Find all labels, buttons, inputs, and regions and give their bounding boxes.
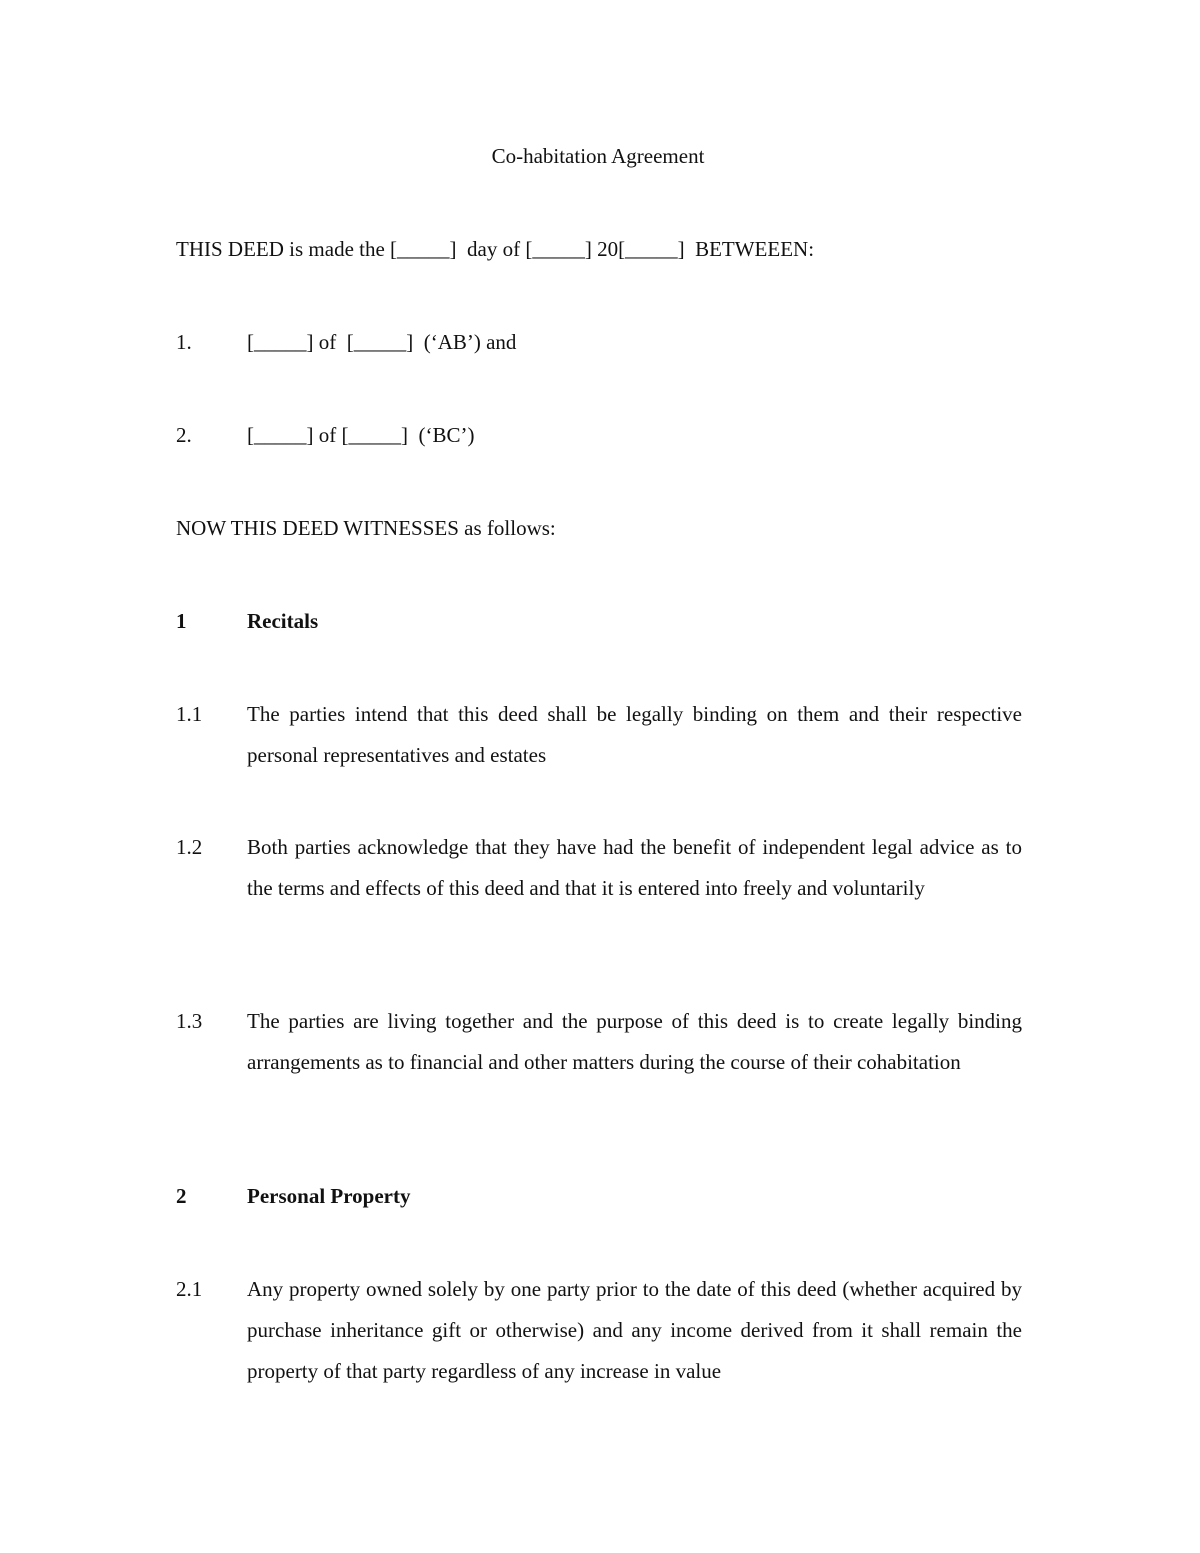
section-2-number: 2	[176, 1184, 187, 1208]
section-2-heading: Personal Property	[247, 1184, 411, 1208]
document-title: Co-habitation Agreement	[491, 144, 705, 168]
clause-1-2-text: Both parties acknowledge that they have had the benefit of independent legal advice as to the terms and effects of this deed and that it is entered into freely and voluntarily	[247, 835, 1022, 900]
clause-2-1-text: Any property owned solely by one party prior to the date of this deed (whether acquired by purchase inheritance gift or otherwise) and any income derived from it shall remain the property of that party regardless of any increase in value	[247, 1277, 1022, 1383]
witnesses-line: NOW THIS DEED WITNESSES as follows:	[176, 516, 556, 540]
clause-1-3-number: 1.3	[176, 1009, 203, 1033]
section-1-heading: Recitals	[247, 609, 319, 633]
clause-1-1-text: The parties intend that this deed shall be legally binding on them and their respective personal representatives and estates	[247, 702, 1022, 767]
clause-2-1-number: 2.1	[176, 1277, 203, 1301]
clause-1-1-number: 1.1	[176, 702, 203, 726]
deed-intro: THIS DEED is made the [_____] day of [_____] 20[_____] BETWEEEN:	[176, 237, 815, 261]
party-1-text: [_____] of [_____] (‘AB’) and	[247, 330, 517, 354]
clause-1-2-number: 1.2	[176, 835, 203, 859]
party-1-number: 1.	[176, 330, 192, 354]
clause-1-3-text: The parties are living together and the purpose of this deed is to create legally binding arrangements as to financial and other matters during the course of their cohabitation	[247, 1009, 1022, 1074]
party-2-number: 2.	[176, 423, 192, 447]
section-1-number: 1	[176, 609, 187, 633]
party-2-text: [_____] of [_____] (‘BC’)	[247, 423, 475, 447]
